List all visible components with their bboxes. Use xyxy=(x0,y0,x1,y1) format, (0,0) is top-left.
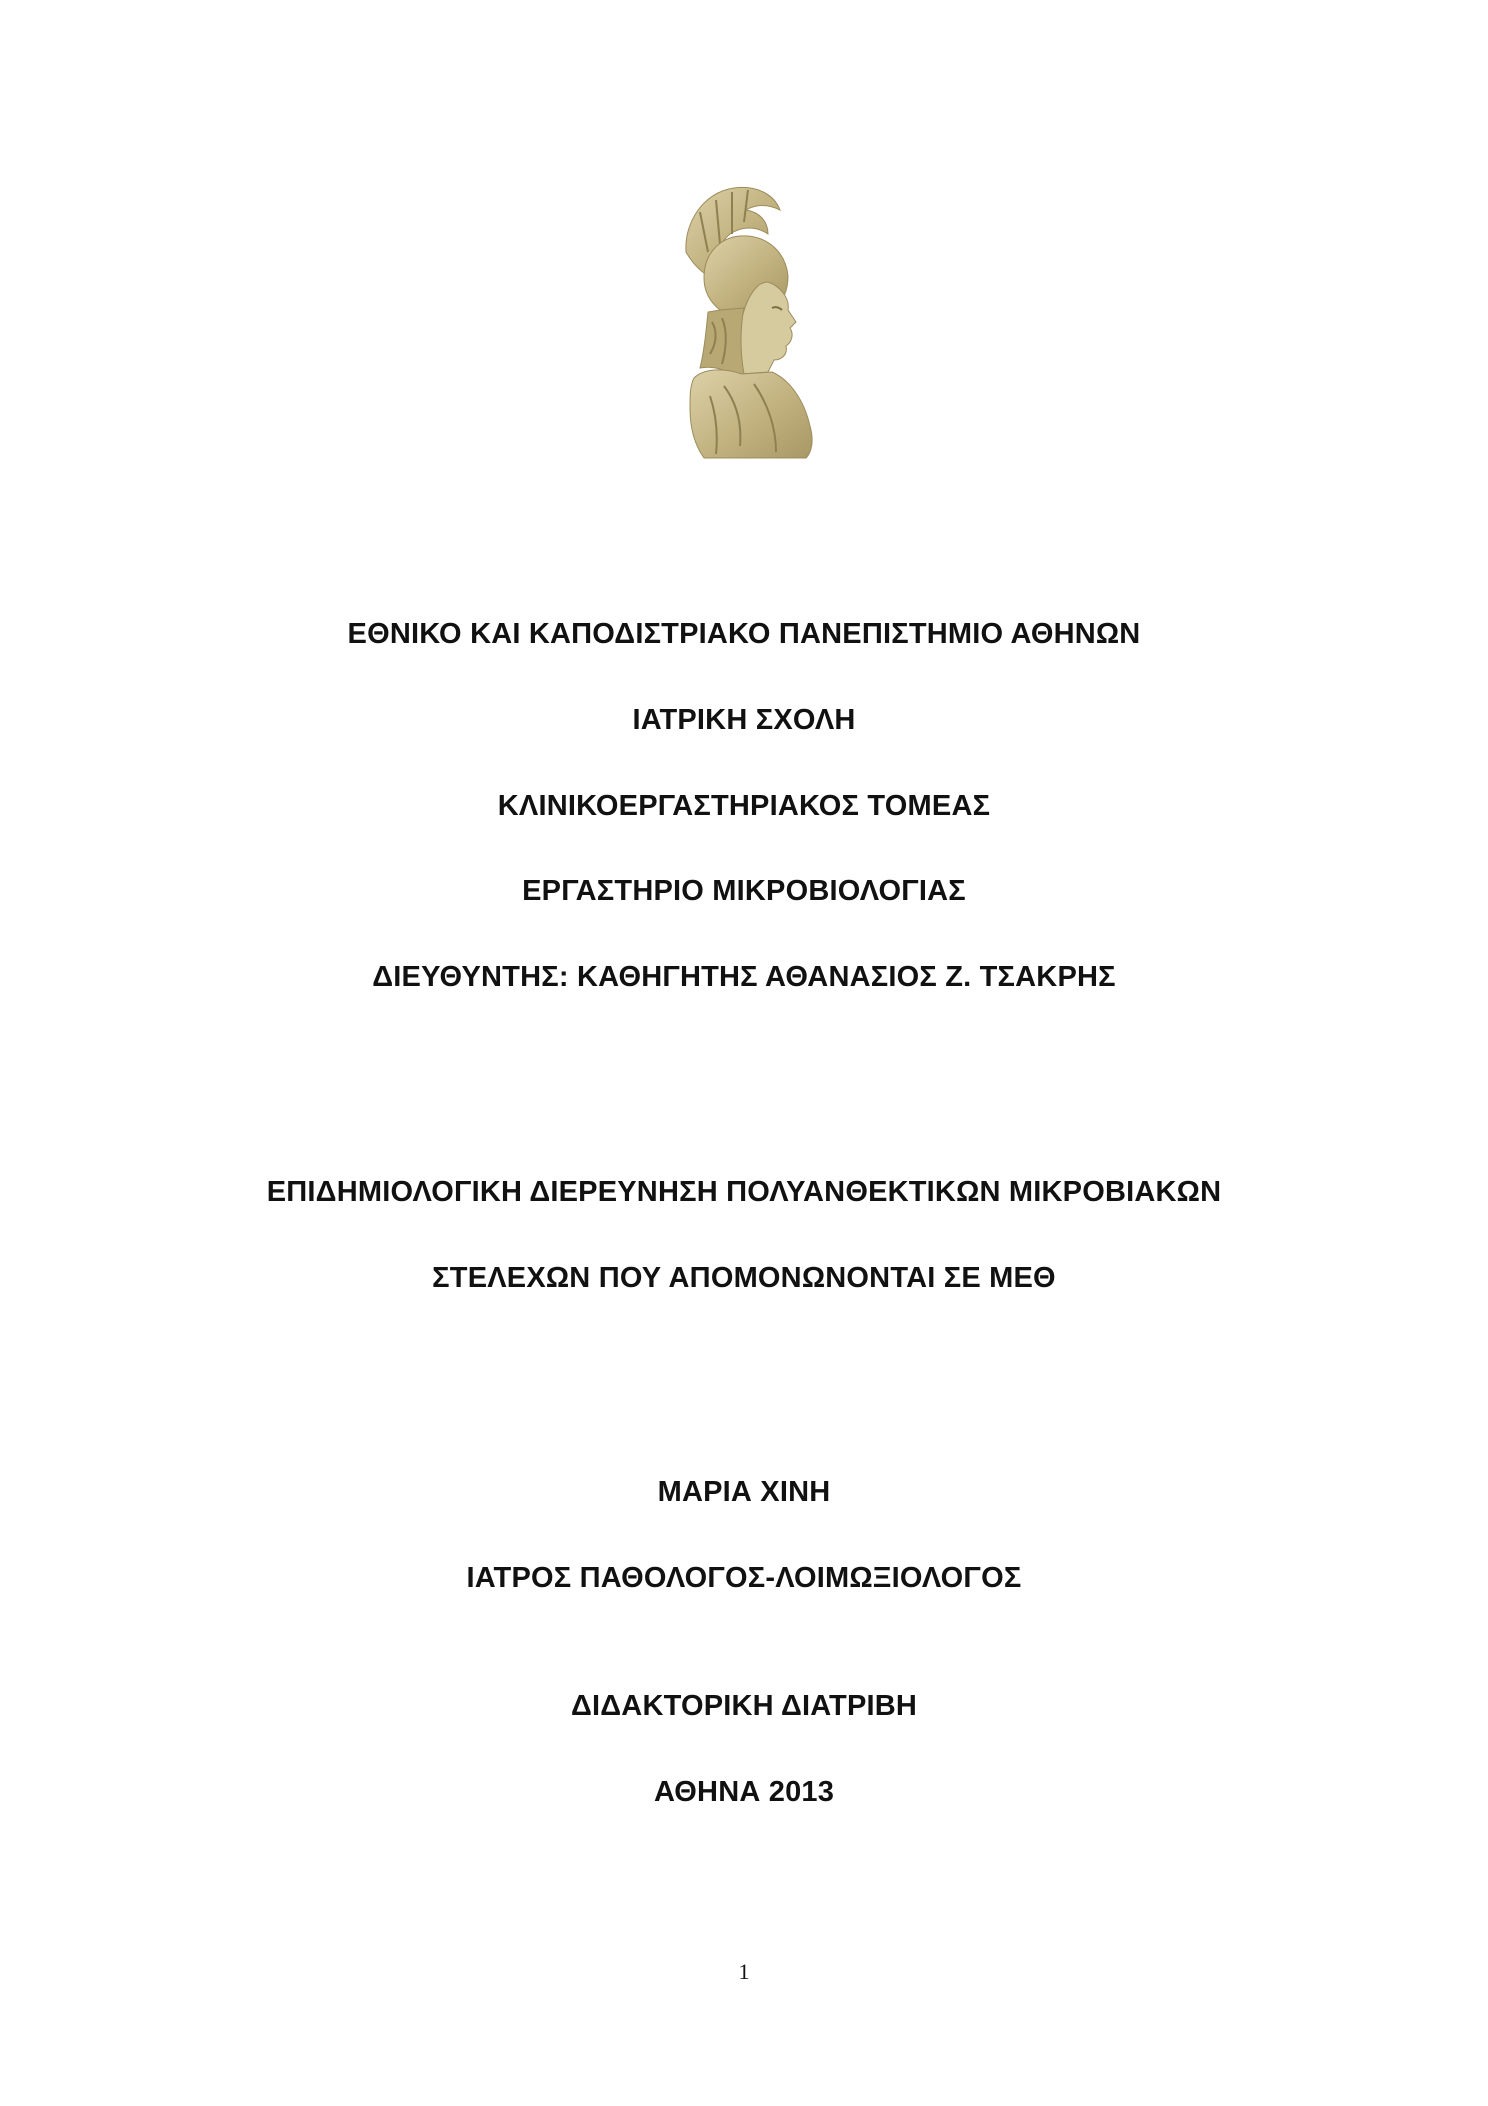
thesis-title-line-1: ΕΠΙΔΗΜΙΟΛΟΓΙΚΗ ΔΙΕΡΕΥΝΗΣΗ ΠΟΛΥΑΝΘΕΚΤΙΚΩΝ ΜΙΚΡΟΒΙΑΚΩΝ xyxy=(266,1176,1222,1208)
school-name: ΙΑΤΡΙΚΗ ΣΧΟΛΗ xyxy=(632,704,856,736)
place-year: ΑΘΗΝΑ 2013 xyxy=(653,1776,835,1808)
thesis-title-line-2: ΣΤΕΛΕΧΩΝ ΠΟΥ ΑΠΟΜΟΝΩΝΟΝΤΑΙ ΣΕ ΜΕΘ xyxy=(432,1262,1056,1294)
laboratory-name: ΕΡΓΑΣΤΗΡΙΟ ΜΙΚΡΟΒΙΟΛΟΓΙΑΣ xyxy=(522,875,966,907)
department-name: ΚΛΙΝΙΚΟΕΡΓΑΣΤΗΡΙΑΚΟΣ ΤΟΜΕΑΣ xyxy=(497,790,991,822)
university-name: ΕΘΝΙΚΟ ΚΑΙ ΚΑΠΟΔΙΣΤΡΙΑΚΟ ΠΑΝΕΠΙΣΤΗΜΙΟ ΑΘΗΝΩΝ xyxy=(347,618,1141,650)
author-title: ΙΑΤΡΟΣ ΠΑΘΟΛΟΓΟΣ-ΛΟΙΜΩΞΙΟΛΟΓΟΣ xyxy=(466,1562,1022,1594)
author-name: ΜΑΡΙΑ ΧΙΝΗ xyxy=(657,1476,831,1508)
page-number: 1 xyxy=(738,1959,750,1984)
director-line: ΔΙΕΥΘΥΝΤΗΣ: ΚΑΘΗΓΗΤΗΣ ΑΘΑΝΑΣΙΟΣ Ζ. ΤΣΑΚΡΗΣ xyxy=(372,961,1116,993)
athena-helmet-icon xyxy=(664,182,824,462)
document-type: ΔΙΔΑΚΤΟΡΙΚΗ ΔΙΑΤΡΙΒΗ xyxy=(570,1690,918,1722)
